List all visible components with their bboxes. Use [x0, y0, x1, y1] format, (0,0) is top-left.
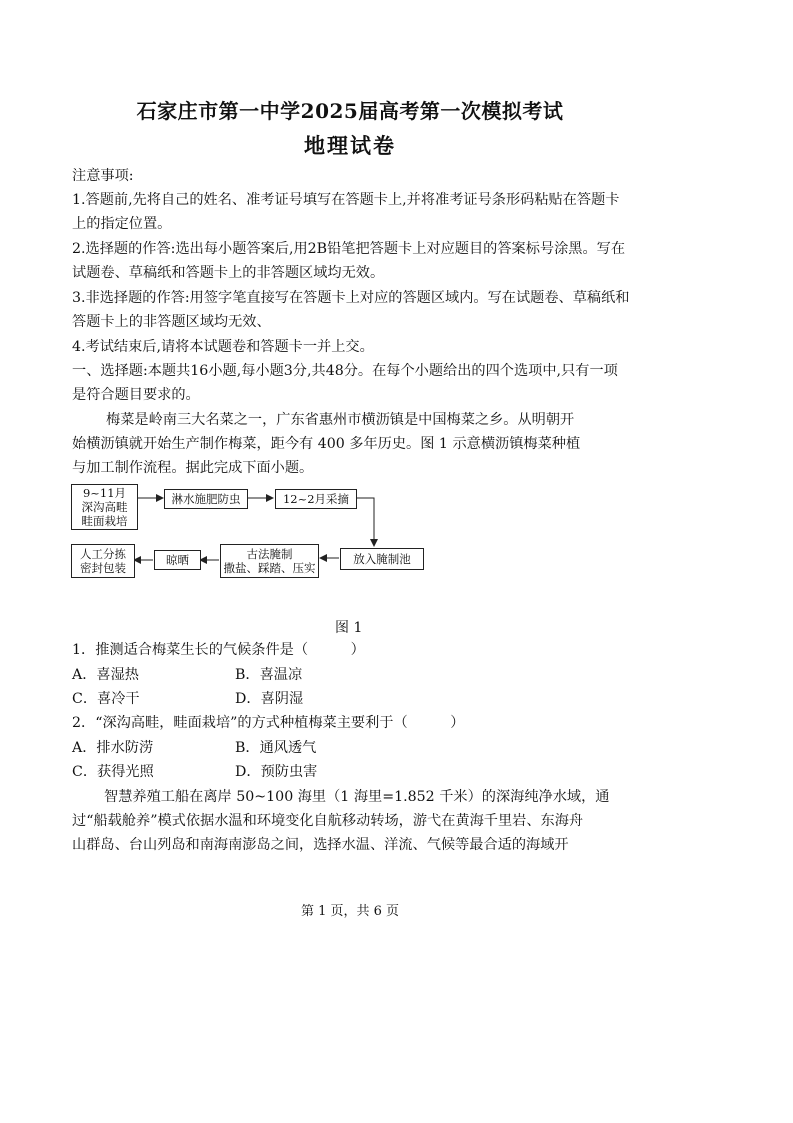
question-2-stem: 2．“深沟高畦，畦面栽培”的方式种植梅菜主要利于（ ）: [72, 715, 465, 731]
flow-box-packaging-line-2: 密封包装: [80, 561, 126, 575]
passage-1-line-1: 梅菜是岭南三大名菜之一，广东省惠州市横沥镇是中国梅菜之乡。从明朝开: [106, 412, 575, 428]
question-2-option-a: A．排水防涝: [72, 740, 154, 756]
question-1-stem: 1．推测适合梅菜生长的气候条件是（ ）: [72, 642, 365, 658]
notice-item-2-line-2: 试题卷、草稿纸和答题卡上的非答题区域均无效。: [72, 265, 385, 281]
flow-box-planting: [71, 484, 138, 530]
flow-box-traditional-pickling-line-1: 古法腌制: [246, 547, 293, 561]
flow-box-packaging-line-1: 人工分拣: [80, 547, 126, 561]
notice-item-1-line-2: 上的指定位置。: [72, 216, 172, 232]
exam-title: 石家庄市第一中学2025届高考第一次模拟考试: [136, 99, 564, 123]
question-1-option-b: B．喜温凉: [235, 667, 303, 683]
flow-box-planting-line-2: 深沟高畦: [81, 500, 128, 514]
notice-item-1-line-1: 1.答题前,先将自己的姓名、准考证号填写在答题卡上,并将准考证号条形码粘贴在答题卡: [72, 192, 620, 208]
passage-2-line-3: 山群岛、台山列岛和南海南澎岛之间，选择水温、洋流、气候等最合适的海域开: [72, 837, 569, 853]
notice-item-4: 4.考试结束后,请将本试题卷和答题卡一并上交。: [72, 339, 374, 355]
flow-box-packaging: [71, 544, 135, 578]
question-2-option-b: B．通风透气: [235, 740, 317, 756]
flow-box-drying: 晾晒: [154, 550, 201, 570]
flow-box-pickling-pool: 放入腌制池: [340, 548, 424, 570]
flow-box-planting-line-3: 畦面栽培: [81, 514, 128, 528]
page-footer: 第 1 页，共 6 页: [300, 904, 400, 919]
notice-heading: 注意事项:: [72, 168, 134, 184]
flow-box-watering: 淋水施肥防虫: [164, 489, 248, 509]
section-1-line-2: 是符合题目要求的。: [72, 387, 200, 403]
exam-subtitle: 地理试卷: [304, 133, 396, 158]
question-1-option-c: C．喜冷干: [72, 691, 140, 707]
section-1-line-1: 一、选择题:本题共16小题,每小题3分,共48分。在每个小题给出的四个选项中,只有一项: [72, 363, 618, 379]
passage-2-line-1: 智慧养殖工船在离岸 50~100 海里（1 海里=1.852 千米）的深海纯净水域，通: [104, 789, 610, 805]
notice-item-3-line-1: 3.非选择题的作答:用签字笔直接写在答题卡上对应的答题区域内。写在试题卷、草稿纸和: [72, 290, 630, 306]
flow-box-harvest: 12~2月采摘: [275, 489, 357, 509]
question-2-option-c: C．获得光照: [72, 764, 154, 780]
flow-box-traditional-pickling: [220, 544, 319, 578]
notice-item-3-line-2: 答题卡上的非答题区域均无效、: [72, 314, 271, 330]
question-1-option-a: A．喜湿热: [72, 667, 139, 683]
passage-1-line-2: 始横沥镇就开始生产制作梅菜，距今有 400 多年历史。图 1 示意横沥镇梅菜种植: [72, 436, 581, 452]
passage-2-line-2: 过“船载舱养”模式依据水温和环境变化自航移动转场，游弋在黄海千里岩、东海舟: [72, 813, 584, 829]
flow-box-traditional-pickling-line-2: 撒盐、踩踏、压实: [223, 561, 316, 575]
arrow-3-4: [356, 498, 374, 546]
passage-1-line-3: 与加工制作流程。据此完成下面小题。: [72, 460, 314, 476]
flow-box-planting-line-1: 9~11月: [82, 486, 127, 500]
question-1-option-d: D．喜阴湿: [235, 691, 304, 707]
notice-item-2-line-1: 2.选择题的作答:选出每小题答案后,用2B铅笔把答题卡上对应题目的答案标号涂黑。写在: [72, 241, 626, 257]
figure-caption: 图 1: [335, 620, 363, 636]
question-2-option-d: D．预防虫害: [235, 764, 318, 780]
